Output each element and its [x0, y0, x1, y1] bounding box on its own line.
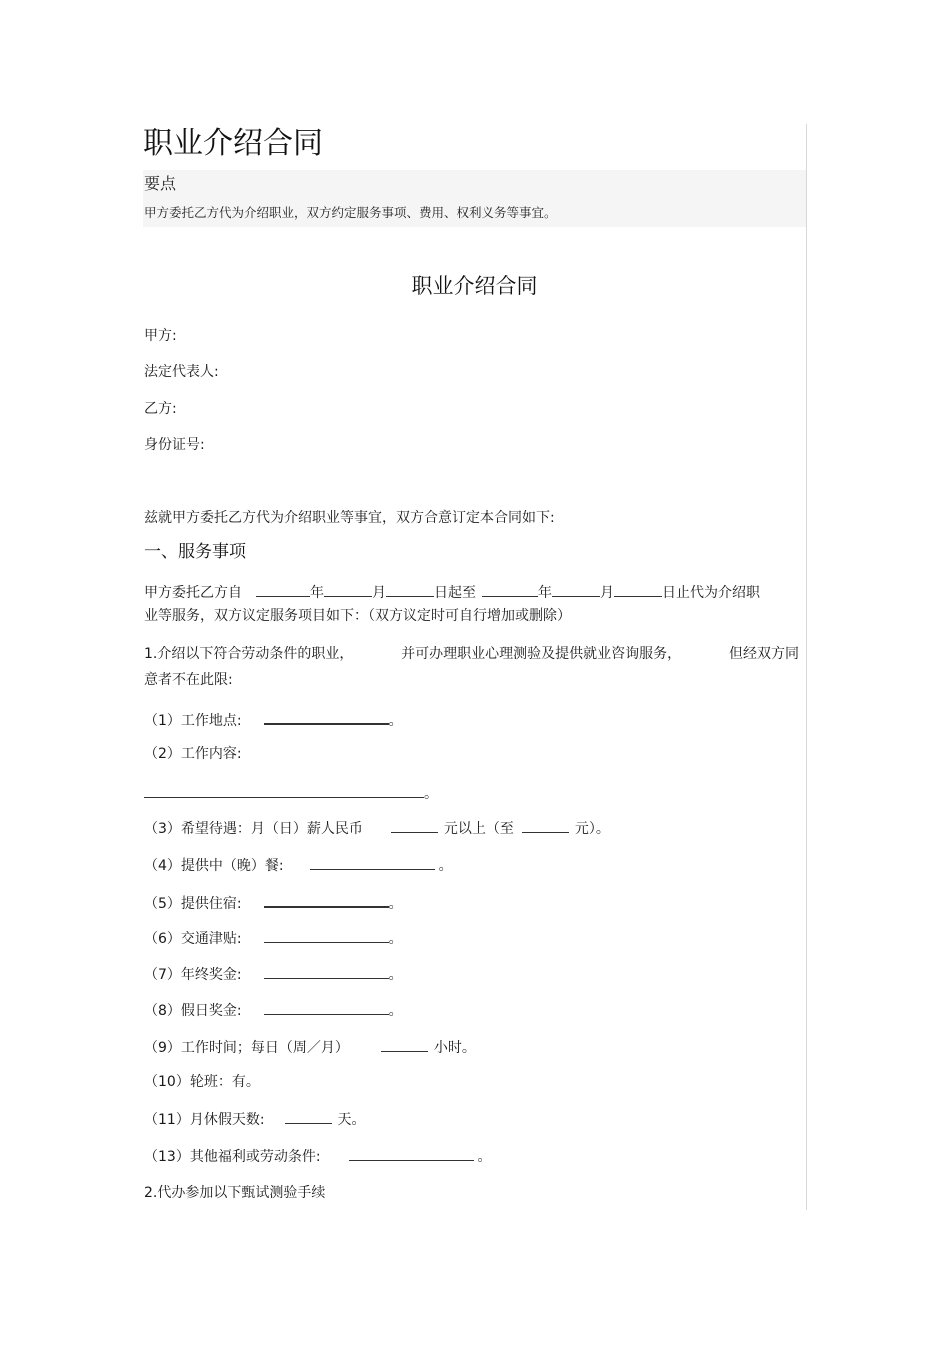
- end-day-blank: [614, 581, 662, 597]
- period: 。: [477, 1149, 492, 1165]
- id-number-label: 身份证号:: [144, 437, 205, 453]
- start-year-blank: [256, 581, 310, 597]
- year-label: 年: [538, 585, 552, 601]
- other-benefits-label: （13）其他福利或劳动条件:: [144, 1149, 321, 1165]
- work-content-blank: [144, 782, 424, 798]
- preamble: 兹就甲方委托乙方代为介绍职业等事宜，双方合意订定本合同如下:: [144, 510, 555, 526]
- salary-max-blank: [522, 817, 569, 833]
- year-label: 年: [310, 585, 324, 601]
- item-1-line-1: [144, 644, 799, 664]
- subitem-transport: [144, 927, 403, 949]
- summary-heading: 要点: [144, 174, 177, 193]
- period: 。: [388, 896, 403, 912]
- contract-title: 职业介绍合同: [411, 274, 538, 298]
- period: 。: [388, 1003, 403, 1019]
- document-title: 职业介绍合同: [143, 126, 323, 161]
- service-period-text: 甲方委托乙方自: [144, 585, 242, 601]
- subitem-work-location: [144, 708, 403, 731]
- start-month-blank: [324, 581, 372, 597]
- monthly-leave-blank: [285, 1108, 332, 1124]
- period: 。: [388, 967, 403, 983]
- work-hours-end: 小时。: [433, 1040, 476, 1056]
- transport-label: （6）交通津贴:: [144, 931, 242, 947]
- subitem-meals: [144, 854, 453, 876]
- work-content-blank-line: [144, 782, 438, 804]
- subitem-holiday-bonus: [144, 999, 403, 1021]
- period: 。: [388, 931, 403, 947]
- holiday-bonus-blank: [264, 999, 389, 1015]
- party-a-label: 甲方:: [144, 328, 177, 344]
- item-2: 2.代办参加以下甄试测验手续: [144, 1185, 326, 1201]
- period: 。: [388, 713, 403, 729]
- summary-text: 甲方委托乙方代为介绍职业，双方约定服务事项、费用、权利义务等事宜。: [144, 205, 557, 220]
- period: 。: [424, 786, 438, 802]
- subitem-work-content: （2）工作内容:: [144, 746, 242, 762]
- work-hours-label: （9）工作时间；每日（周／月）: [144, 1040, 349, 1056]
- meals-blank: [310, 854, 435, 870]
- party-b-label: 乙方:: [144, 401, 177, 417]
- item-1-part-3: 但经双方同: [728, 646, 799, 662]
- document-page: [143, 124, 807, 1210]
- service-period-line-2: 业等服务，双方议定服务项目如下：（双方议定时可自行增加或删除）: [144, 608, 571, 624]
- work-hours-blank: [381, 1036, 428, 1052]
- meals-label: （4）提供中（晚）餐:: [144, 858, 284, 874]
- salary-label: （3）希望待遇：月（日）薪人民币: [144, 821, 363, 837]
- subitem-other-benefits: [144, 1145, 492, 1167]
- year-end-bonus-label: （7）年终奖金:: [144, 967, 242, 983]
- section-1-heading: 一、服务事项: [144, 542, 246, 562]
- subitem-work-hours: [144, 1036, 476, 1058]
- subitem-salary: [144, 817, 610, 839]
- end-year-blank: [482, 581, 538, 597]
- work-location-label: （1）工作地点:: [144, 713, 242, 729]
- subitem-year-end-bonus: [144, 963, 403, 985]
- legal-rep-label: 法定代表人:: [144, 364, 219, 380]
- month-label: 月: [600, 585, 614, 601]
- monthly-leave-label: （11）月休假天数:: [144, 1112, 265, 1128]
- summary-box: [143, 170, 806, 227]
- monthly-leave-end: 天。: [337, 1112, 366, 1128]
- work-location-blank: [264, 708, 389, 725]
- month-label: 月: [372, 585, 386, 601]
- housing-blank: [264, 891, 389, 908]
- salary-mid-text: 元以上（至: [443, 821, 514, 837]
- salary-end-text: 元）。: [574, 821, 610, 837]
- service-period-line-1: [144, 581, 760, 603]
- start-day-blank: [386, 581, 434, 597]
- item-1-part-2: 并可办理职业心理测验及提供就业咨询服务，: [401, 646, 682, 662]
- day-end-label: 日止代为介绍职: [662, 585, 760, 601]
- item-1-part-1: 1.介绍以下符合劳动条件的职业，: [144, 646, 354, 662]
- item-1-line-2: 意者不在此限:: [144, 672, 233, 688]
- subitem-shifts: （10）轮班：有。: [144, 1074, 260, 1090]
- day-until-label: 日起至: [434, 585, 476, 601]
- period: 。: [438, 858, 453, 874]
- subitem-housing: [144, 891, 403, 914]
- subitem-monthly-leave: [144, 1108, 366, 1130]
- end-month-blank: [552, 581, 600, 597]
- salary-min-blank: [391, 817, 438, 833]
- other-benefits-blank: [349, 1145, 474, 1161]
- holiday-bonus-label: （8）假日奖金:: [144, 1003, 242, 1019]
- transport-blank: [264, 927, 389, 943]
- housing-label: （5）提供住宿:: [144, 896, 242, 912]
- year-end-bonus-blank: [264, 963, 389, 979]
